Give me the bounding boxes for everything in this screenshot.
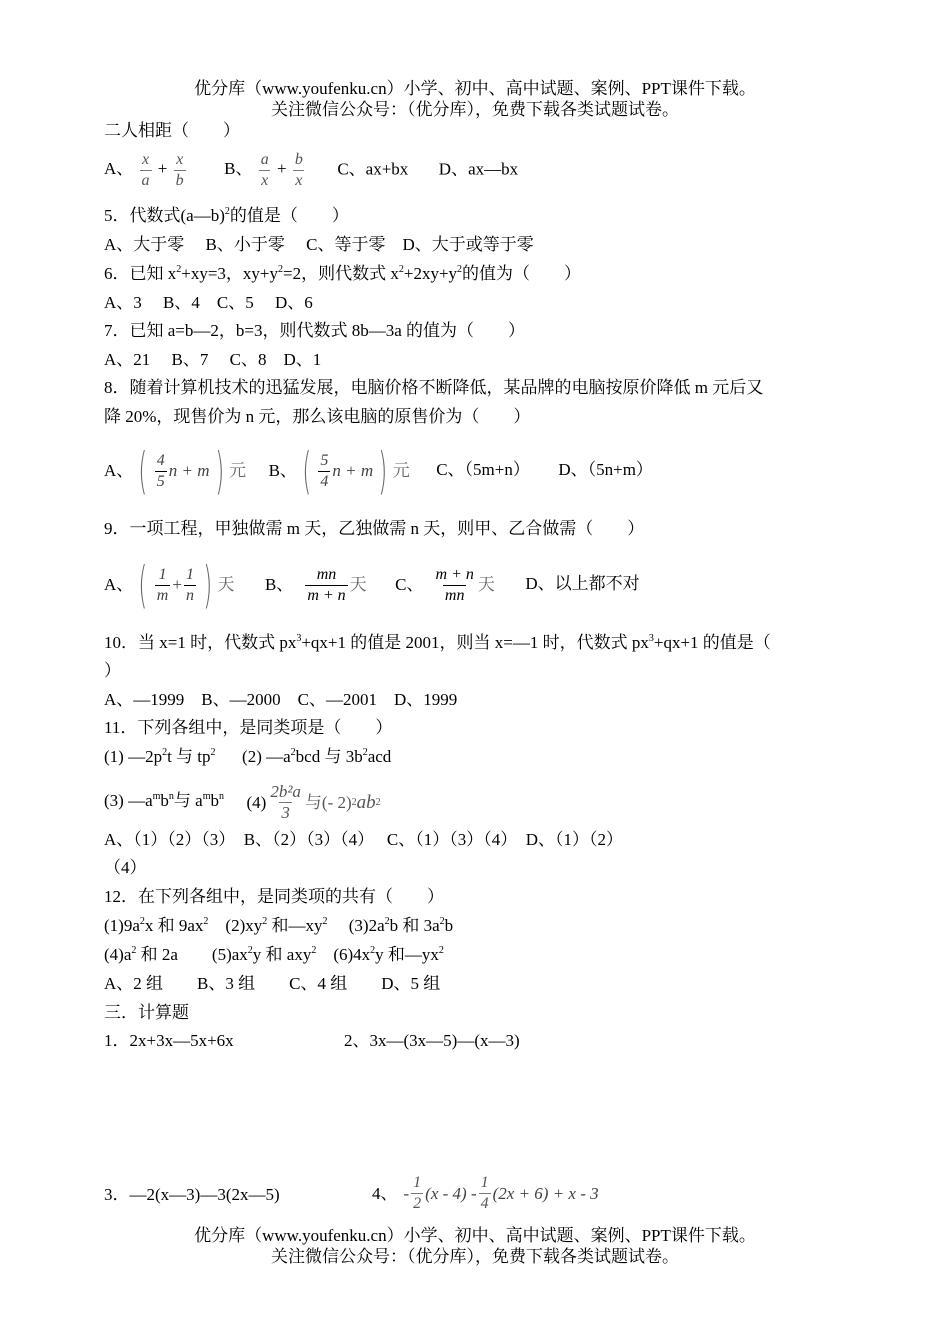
- q9-b-frac: $\frac{mn}{m + n}$: [307, 565, 346, 604]
- q11-options-line-2: （4）: [104, 858, 147, 877]
- header-line-2: 关注微信公众号：（优分库），免费下载各类试题试卷。: [271, 100, 679, 119]
- q4-a-label: A、: [104, 159, 134, 179]
- q8-options: [104, 442, 653, 500]
- left-paren-icon: (: [138, 442, 148, 500]
- q8-stem-line-2: 降 20%，现售价为 n 元，那么该电脑的原售价为（ ）: [104, 407, 531, 426]
- q4-b-plus: +: [276, 159, 287, 179]
- q8-a-expr: n + m: [168, 461, 210, 480]
- calc-problem-1: 1．2x+3x—5x+6x: [104, 1031, 234, 1050]
- q11-stem: 11．下列各组中，是同类项是（ ）: [104, 718, 393, 737]
- q9-option-a: [104, 556, 235, 614]
- q5-options: A、大于零 B、小于零 C、等于零 D、大于或等于零: [104, 235, 534, 254]
- q4-option-c: C、ax+bx: [337, 159, 409, 179]
- q12-groups-row-2: $(4)a^2$ 和 2a $(5)ax^2y$ 和 axy$^2$ $(6)4x^2y$ 和$—yx^2$: [104, 945, 444, 964]
- calc-problem-4-frac-2: $\frac{1}{4}$: [480, 1174, 489, 1212]
- q8-stem-line-1: 8．随着计算机技术的迅猛发展，电脑价格不断降低，某品牌的电脑按原价降低 m 元后又: [104, 378, 764, 397]
- q8-option-a: [104, 442, 247, 500]
- q9-options: [104, 556, 640, 614]
- q9-b-label: B、: [264, 575, 294, 594]
- q10-options: A、—1999 B、—2000 C、—2001 D、1999: [104, 690, 458, 709]
- q12-options: A、2 组 B、3 组 C、4 组 D、5 组: [104, 974, 441, 993]
- q11-group-2: (2) $—a^2bcd$ 与 $3b^2acd$: [242, 747, 392, 766]
- q4-b-frac-2: $\frac{b}{x}$: [294, 151, 303, 189]
- footer-line-1: 优分库（www.youfenku.cn）小学、初中、高中试题、案例、PPT课件下载。: [194, 1226, 756, 1245]
- calc-problem-2: 2、3x—(3x—5)—(x—3): [344, 1031, 520, 1050]
- q5-stem: 5．代数式(a—b)$^2$的值是（ ）: [104, 206, 349, 225]
- section-3-title: 三．计算题: [104, 1003, 189, 1022]
- header-line-1: 优分库（www.youfenku.cn）小学、初中、高中试题、案例、PPT课件下载。: [194, 79, 756, 98]
- q11-group-3: (3) $—a^mb^n$与 $a^mb^n$: [104, 791, 224, 811]
- q8-option-c: C、（5m+n）: [436, 459, 530, 479]
- q9-a-unit: 天: [217, 575, 235, 594]
- q4-option-d: D、ax—bx: [438, 159, 519, 179]
- q9-stem: 9．一项工程，甲独做需 m 天，乙独做需 n 天，则甲、乙合做需（ ）: [104, 519, 645, 538]
- q9-c-label: C、: [395, 575, 424, 594]
- q8-b-frac: $\frac{5}{4}$: [320, 451, 329, 490]
- q7-options: A、21 B、7 C、8 D、1: [104, 350, 322, 369]
- q9-option-c: [395, 565, 495, 606]
- q8-a-unit: 元: [229, 461, 247, 480]
- q9-b-unit: 天: [349, 575, 367, 594]
- q11-group-4-frac: $\frac{\text{2b²a}}{3}$: [270, 782, 301, 822]
- q11-groups-row-2: [104, 782, 381, 823]
- q8-option-b: [268, 442, 410, 500]
- q11-options-line-1: A、（1）（2）（3） B、（2）（3）（4） C、（1）（3）（4） D、（1）（2）: [104, 830, 623, 849]
- right-paren-icon: ): [378, 442, 388, 500]
- q6-options: A、3 B、4 C、5 D、6: [104, 293, 313, 312]
- q9-a-frac-1: $\frac{1}{m}$: [156, 565, 169, 604]
- q6-stem: 6．已知 $x^2+xy=3$，$xy+y^2=2$，则代数式 $x^2+2xy+y^2$的值为（ ）: [104, 264, 582, 283]
- right-paren-icon: ): [203, 556, 213, 614]
- calc-problem-4: 4、 - $\frac{1}{2}$ (x - 4) - $\frac{1}{4}$ (2x + 6) + x - 3: [372, 1174, 599, 1212]
- q4-b-label: B、: [224, 159, 253, 179]
- q7-stem: 7．已知 a=b—2，b=3，则代数式 8b—3a 的值为（ ）: [104, 321, 526, 340]
- q10-stem-line-2: ）: [104, 661, 121, 680]
- q9-a-label: A、: [104, 575, 134, 594]
- q9-option-d: D、以上都不对: [525, 573, 640, 593]
- q8-b-expr: n + m: [332, 461, 374, 480]
- q12-stem: 12．在下列各组中，是同类项的共有（ ）: [104, 887, 444, 906]
- q10-stem: 10．当 x=1 时，代数式 $px^3+qx+1$ 的值是 2001，则当 x=—1 时，代数式 $px^3+qx+1$ 的值是（: [104, 633, 771, 652]
- left-paren-icon: (: [302, 442, 312, 500]
- q4-tail: 二人相距（ ）: [104, 121, 240, 140]
- q4-a-frac-1: $\frac{x}{a}$: [141, 151, 150, 189]
- right-paren-icon: ): [214, 442, 224, 500]
- q9-c-unit: 天: [477, 575, 495, 594]
- q8-a-label: A、: [104, 461, 134, 480]
- q9-a-frac-2: $\frac{1}{n}$: [185, 565, 194, 604]
- q4-a-frac-2: $\frac{x}{b}$: [175, 151, 184, 189]
- calc-problem-4-frac-1: $\frac{1}{2}$: [413, 1174, 422, 1212]
- q8-option-d: D、（5n+m）: [558, 459, 653, 479]
- q11-group-4: (4) $\frac{\text{2b²a}}{3}$ 与(- 2) 2 ab 2: [246, 782, 381, 822]
- q4-a-plus: +: [157, 159, 168, 179]
- q9-option-b: [265, 565, 367, 606]
- q9-a-plus: +: [172, 575, 182, 594]
- left-paren-icon: (: [138, 556, 148, 614]
- q4-b-frac-1: $\frac{a}{x}$: [260, 151, 269, 189]
- q4-options: [104, 150, 518, 191]
- q8-b-label: B、: [268, 461, 297, 480]
- q12-groups-row-1: $(1)9a^2x$ 和 $9ax^2$ $(2)xy^2$ 和$—xy^2$ $(3)2a^2b$ 和 $3a^2b$: [104, 916, 454, 935]
- q9-c-frac: $\frac{m + n}{mn}$: [435, 565, 474, 604]
- footer-line-2: 关注微信公众号：（优分库），免费下载各类试题试卷。: [271, 1247, 679, 1266]
- calc-problem-3: 3．—2(x—3)—3(2x—5): [104, 1185, 280, 1204]
- q8-a-frac: $\frac{4}{5}$: [156, 451, 165, 490]
- q11-groups-row-1: [104, 746, 391, 768]
- q11-group-1: (1) $—2p^2t$ 与 $tp^2$: [104, 747, 216, 766]
- q8-b-unit: 元: [392, 461, 410, 480]
- q4-option-a: [104, 151, 192, 189]
- q4-option-b: [224, 151, 311, 189]
- calc-problem-4-label: 4、: [372, 1183, 398, 1203]
